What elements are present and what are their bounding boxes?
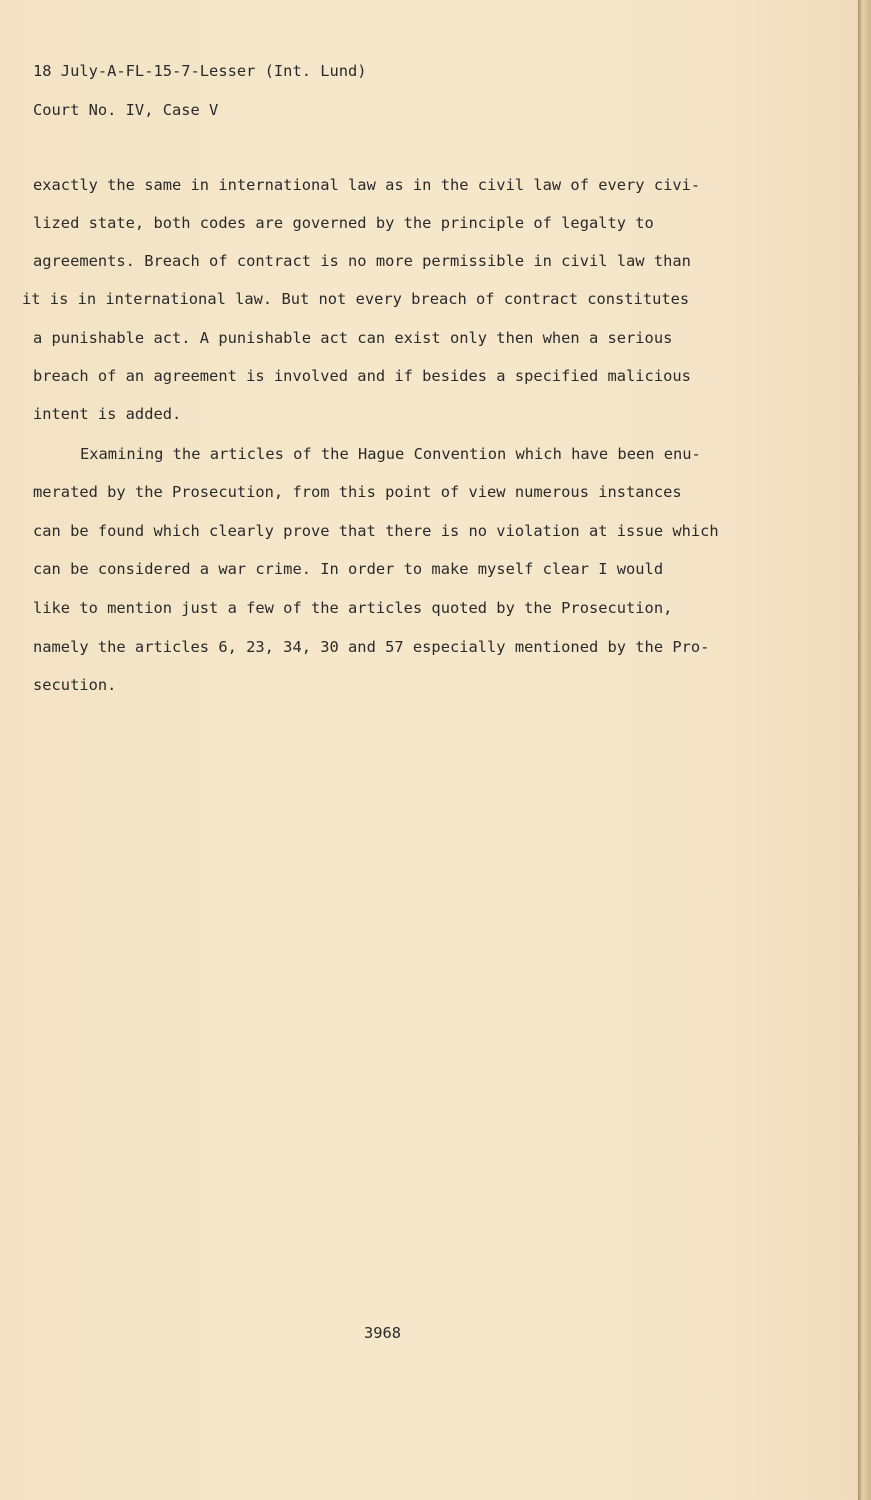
text-line: Examining the articles of the Hague Convention which have been enu- <box>80 445 701 463</box>
text-line: intent is added. <box>33 405 182 423</box>
document-header-line-2: Court No. IV, Case V <box>33 101 219 119</box>
text-line: can be found which clearly prove that there is no violation at issue which <box>33 522 719 540</box>
text-line: agreements. Breach of contract is no more permissible in civil law than <box>33 252 691 270</box>
text-line: like to mention just a few of the articles quoted by the Prosecution, <box>33 599 673 617</box>
page-edge <box>858 0 871 1500</box>
text-line: lized state, both codes are governed by the principle of legalty to <box>33 214 654 232</box>
page-number: 3968 <box>364 1324 402 1342</box>
text-line: can be considered a war crime. In order to make myself clear I would <box>33 560 664 578</box>
text-line: a punishable act. A punishable act can exist only then when a serious <box>33 329 673 347</box>
text-line: merated by the Prosecution, from this point of view numerous instances <box>33 483 682 501</box>
text-line: namely the articles 6, 23, 34, 30 and 57 especially mentioned by the Pro- <box>33 638 710 656</box>
text-line: it is in international law. But not every breach of contract constitutes <box>22 290 690 308</box>
text-line: breach of an agreement is involved and if besides a specified malicious <box>33 367 691 385</box>
text-line: exactly the same in international law as in the civil law of every civi- <box>33 176 701 194</box>
text-line: secution. <box>33 676 117 694</box>
document-header-line-1: 18 July-A-FL-15-7-Lesser (Int. Lund) <box>33 62 367 80</box>
